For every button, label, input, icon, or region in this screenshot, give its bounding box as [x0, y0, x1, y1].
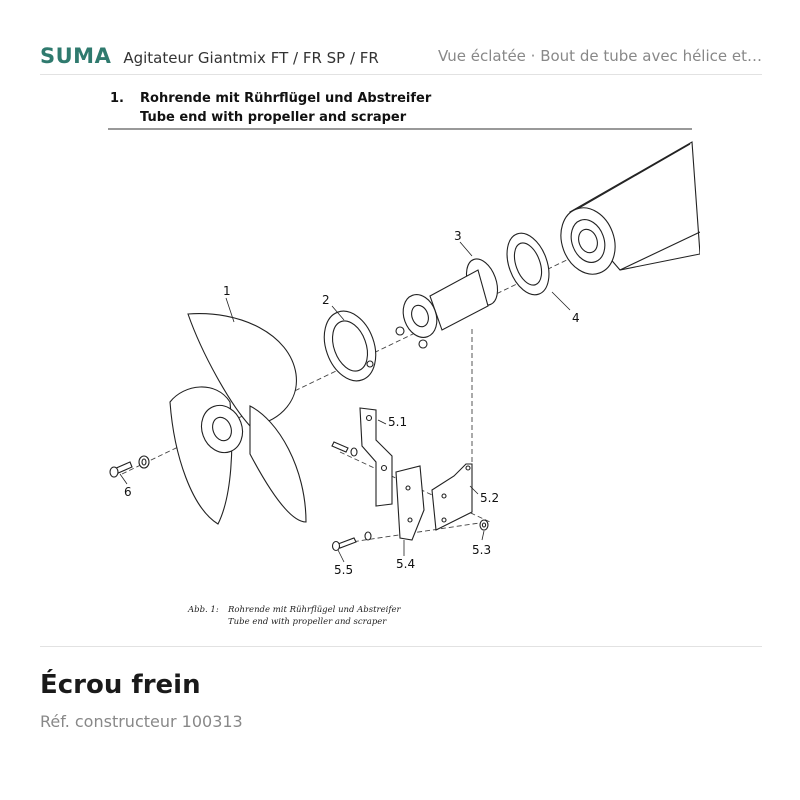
brand-logo[interactable]: SUMA — [40, 44, 112, 68]
leader-5-1 — [378, 420, 386, 424]
brand-group — [40, 44, 379, 68]
section-number: 1. — [110, 91, 124, 106]
content-divider — [40, 646, 762, 647]
gasket-ring[interactable] — [499, 227, 557, 300]
part-reference: Réf. constructeur 100313 — [40, 712, 243, 731]
caption-de: Rohrende mit Rührflügel und Abstreifer — [228, 605, 401, 615]
leader-4 — [552, 292, 570, 310]
page-header — [40, 38, 762, 75]
breadcrumb[interactable]: Vue éclatée · Bout de tube avec hélice et… — [437, 47, 762, 65]
part-label-6[interactable]: 6 — [124, 485, 132, 499]
part-label-3[interactable]: 3 — [454, 229, 462, 243]
leader-6 — [120, 474, 127, 484]
agitator-tube[interactable] — [552, 142, 700, 282]
lock-nut[interactable] — [139, 456, 149, 468]
blade-screw[interactable] — [333, 532, 372, 551]
scraper-arm[interactable] — [432, 464, 472, 530]
part-label-5-3[interactable]: 5.3 — [472, 543, 492, 557]
machine-model: Agitateur Giantmix FT / FR SP / FR — [123, 49, 379, 67]
scraper-blade[interactable] — [396, 466, 424, 540]
propeller[interactable] — [170, 314, 306, 524]
leader-5-5 — [338, 550, 344, 562]
part-label-2[interactable]: 2 — [322, 293, 330, 307]
caption-en: Tube end with propeller and scraper — [228, 617, 387, 627]
part-name: Écrou frein — [40, 670, 201, 700]
part-label-5-5[interactable]: 5.5 — [334, 563, 354, 577]
part-label-5-4[interactable]: 5.4 — [396, 557, 416, 571]
section-title-de: Rohrende mit Rührflügel und Abstreifer — [140, 91, 432, 106]
exploded-view-diagram — [100, 84, 700, 640]
section-title-en: Tube end with propeller and scraper — [140, 110, 407, 125]
caption-ref: Abb. 1: — [188, 605, 219, 615]
scraper-ring[interactable] — [315, 304, 385, 388]
exploded-view-svg — [100, 84, 700, 640]
arm-nut[interactable] — [480, 520, 488, 530]
leader-5-3 — [482, 531, 484, 540]
part-label-1[interactable]: 1 — [223, 284, 231, 298]
leader-3 — [460, 242, 472, 256]
part-label-4[interactable]: 4 — [572, 311, 580, 325]
part-label-5-2[interactable]: 5.2 — [480, 491, 500, 505]
part-label-5-1[interactable]: 5.1 — [388, 415, 408, 429]
